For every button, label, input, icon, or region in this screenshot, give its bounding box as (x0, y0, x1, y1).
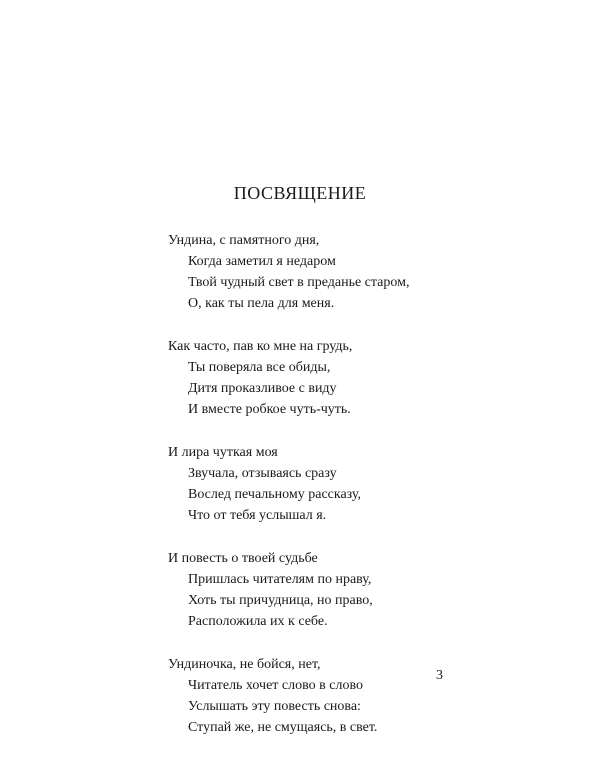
poem-line: И лира чуткая моя (168, 445, 278, 460)
poem-line: Когда заметил я недаром (188, 254, 336, 269)
poem-line: Что от тебя услышал я. (188, 508, 327, 523)
poem-line: Услышать эту повесть снова: (188, 699, 361, 714)
poem-line: Твой чудный свет в преданье старом, (188, 275, 410, 290)
poem-line: Пришлась читателям по нраву, (188, 572, 372, 587)
poem-line: Ундиночка, не бойся, нет, (168, 657, 321, 672)
stanza-1 (168, 230, 468, 314)
stanza-3 (168, 442, 468, 526)
poem-line: Как часто, пав ко мне на грудь, (168, 339, 353, 354)
poem-line: И вместе робкое чуть-чуть. (188, 402, 351, 417)
poem-line: Вослед печальному рассказу, (188, 487, 362, 502)
poem-line: Расположила их к себе. (188, 614, 328, 629)
poem (168, 230, 468, 760)
poem-line: Ступай же, не смущаясь, в свет. (188, 720, 378, 735)
page-title: ПОСВЯЩЕНИЕ (233, 183, 367, 203)
poem-line: Ундина, с памятного дня, (168, 233, 320, 248)
stanza-5 (168, 654, 468, 738)
poem-line: Читатель хочет слово в слово (188, 678, 363, 693)
poem-line: Звучала, отзываясь сразу (188, 466, 337, 481)
poem-line: И повесть о твоей судьбе (168, 551, 318, 566)
stanza-4 (168, 548, 468, 632)
page-number: 3 (436, 668, 443, 683)
poem-line: О, как ты пела для меня. (188, 296, 335, 311)
poem-line: Хоть ты причудница, но право, (188, 593, 373, 608)
poem-line: Дитя проказливое с виду (188, 381, 337, 396)
stanza-2 (168, 336, 468, 420)
poem-line: Ты поверяла все обиды, (188, 360, 331, 375)
